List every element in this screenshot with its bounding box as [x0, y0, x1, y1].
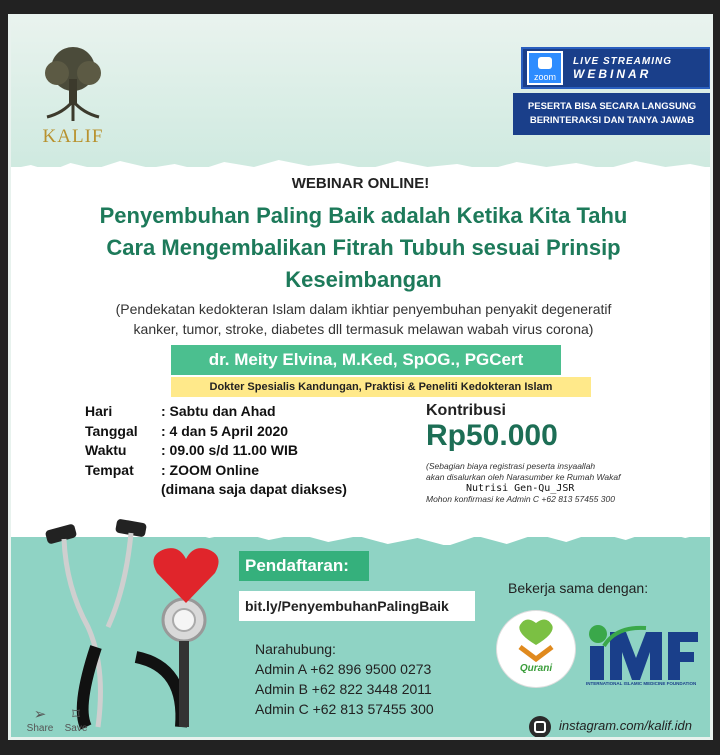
interaction-note [513, 93, 711, 135]
schedule [85, 402, 347, 500]
schedule-value: : 4 dan 5 April 2020 [161, 422, 289, 439]
contact-item[interactable]: Admin B +62 822 3448 2011 [255, 681, 432, 697]
qurani-text: Qurani [519, 663, 553, 674]
schedule-row [85, 422, 347, 442]
live-line1: LIVE STREAMING [573, 56, 673, 67]
schedule-label [85, 480, 161, 500]
title-line2: Cara Mengembalikan Fitrah Tubuh sesuai Prinsip [106, 235, 621, 260]
schedule-row [85, 480, 347, 500]
partners-label: Bekerja sama dengan: [508, 580, 649, 596]
registration-link[interactable]: bit.ly/PenyembuhanPalingBaik [239, 591, 475, 621]
note-line2: akan disalurkan oleh Narasumber ke Rumah Wakaf [426, 472, 621, 482]
instagram-icon [529, 716, 551, 738]
tree-icon [33, 43, 113, 125]
peserta-line2: BERINTERAKSI DAN TANYA JAWAB [529, 115, 695, 126]
note-line1: (Sebagian biaya registrasi peserta insyaallah [426, 461, 596, 471]
subtitle-line1: (Pendekatan kedokteran Islam dalam ikhtiar penyembuhan penyakit degeneratif [115, 301, 612, 317]
contribution-note [426, 461, 676, 505]
schedule-row [85, 461, 347, 481]
qurani-emblem-icon [506, 617, 566, 665]
brand-name: KALIF [42, 126, 104, 147]
kalif-logo [33, 43, 113, 153]
live-line2: WEBINAR [573, 67, 652, 81]
schedule-label: Waktu [85, 442, 127, 458]
bookmark-icon: ⌑ [72, 706, 80, 723]
imf-logo [586, 622, 701, 690]
speaker-name: dr. Meity Elvina, M.Ked, SpOG., PGCert [171, 345, 561, 375]
schedule-row [85, 402, 347, 422]
save-label: Save [64, 723, 88, 734]
heart-icon [151, 545, 221, 605]
schedule-label: Hari [85, 403, 113, 419]
share-button[interactable] [25, 705, 55, 734]
contribution-price: Rp50.000 [426, 419, 558, 452]
title-line3: Keseimbangan [285, 267, 442, 292]
schedule-label: Tempat [85, 461, 134, 478]
registration-label: Pendaftaran: [239, 551, 369, 581]
zoom-label: zoom [533, 72, 556, 82]
contact-item[interactable]: Admin C +62 813 57455 300 [255, 701, 434, 717]
webinar-poster [8, 14, 713, 740]
schedule-value: : Sabtu dan Ahad [161, 403, 276, 419]
contact-list [255, 639, 434, 719]
live-streaming-badge [521, 47, 711, 89]
note-strong: Nutrisi Gen-Qu_JSR [466, 483, 575, 494]
contact-item[interactable]: Admin A +62 896 9500 0273 [255, 661, 432, 677]
subtitle [41, 299, 686, 339]
page-title [41, 200, 686, 296]
schedule-value: : ZOOM Online [161, 461, 259, 478]
kicker: WEBINAR ONLINE! [291, 175, 430, 192]
qurani-logo [496, 610, 576, 688]
schedule-row [85, 441, 347, 461]
instagram-handle[interactable]: instagram.com/kalif.idn [559, 718, 692, 733]
schedule-value: : 09.00 s/d 11.00 WIB [161, 442, 298, 458]
live-text [573, 55, 672, 81]
zoom-icon [527, 51, 563, 85]
imf-subtitle: INTERNATIONAL ISLAMIC MEDICINE FOUNDATION [586, 681, 697, 686]
note-line3: Mohon konfirmasi ke Admin C +62 813 57455 300 [426, 494, 615, 504]
peserta-line1: PESERTA BISA SECARA LANGSUNG [527, 101, 697, 112]
save-button[interactable] [61, 705, 91, 734]
contribution-label: Kontribusi [426, 402, 506, 419]
speaker-role: Dokter Spesialis Kandungan, Praktisi & Peneliti Kedokteran Islam [171, 377, 591, 397]
schedule-label: Tanggal [85, 422, 138, 439]
contact-title: Narahubung: [255, 641, 336, 657]
subtitle-line2: kanker, tumor, stroke, diabetes dll termasuk melawan wabah virus corona) [133, 321, 594, 337]
title-line1: Penyembuhan Paling Baik adalah Ketika Kita Tahu [99, 203, 628, 228]
share-label: Share [26, 723, 54, 734]
schedule-value: (dimana saja dapat diakses) [161, 481, 347, 497]
share-icon: ➢ [33, 706, 47, 723]
